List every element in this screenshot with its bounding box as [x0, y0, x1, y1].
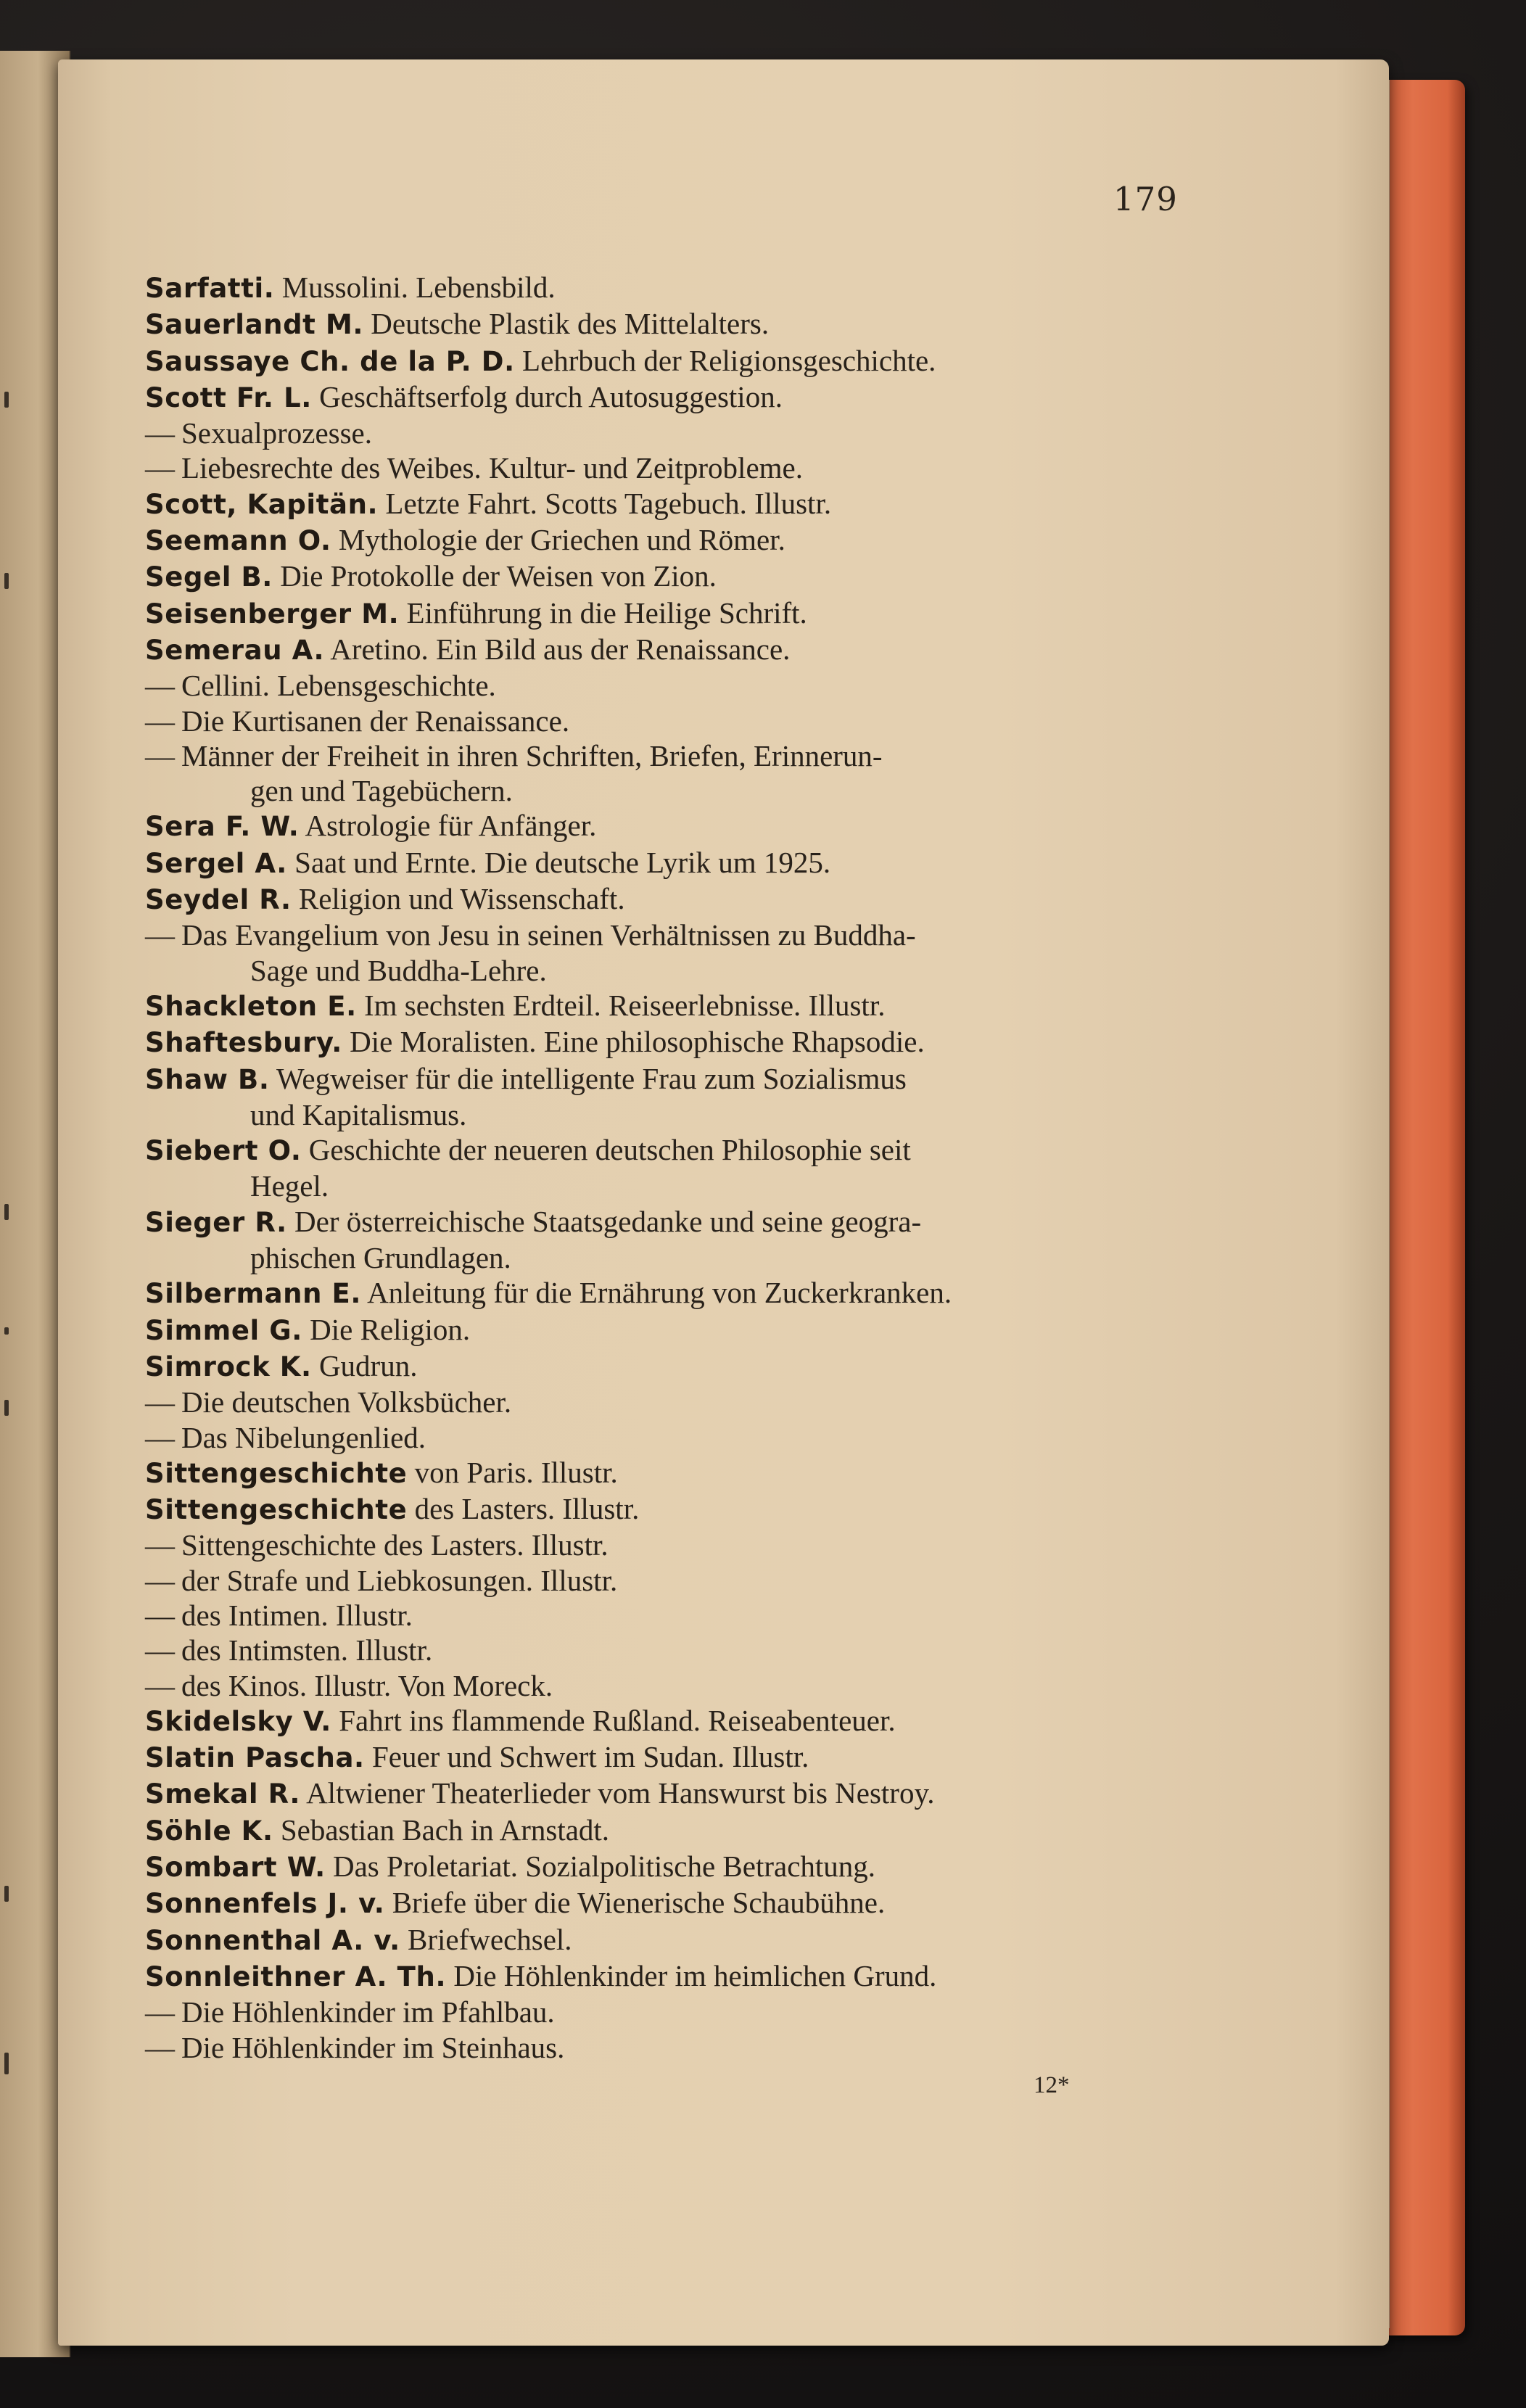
dash-mark: — [145, 1633, 175, 1667]
entry-title: Mythologie der Griechen und Römer. [338, 523, 785, 557]
list-item [145, 1024, 1189, 1060]
list-item [145, 1168, 1189, 1203]
list-item [145, 1385, 1189, 1419]
list-item [145, 668, 1189, 703]
list-item [145, 953, 1189, 988]
list-item [145, 1922, 1189, 1958]
dash-mark: — [145, 1420, 175, 1454]
entry-author: Siebert O. [145, 1135, 302, 1167]
entry-title: Die Höhlenkinder im Pfahlbau. [181, 1995, 555, 2029]
dash-mark: — [145, 1598, 175, 1632]
list-item [145, 1739, 1189, 1776]
entry-title: Feuer und Schwert im Sudan. Illustr. [371, 1740, 809, 1774]
entry-title: Sebastian Bach in Arnstadt. [280, 1813, 610, 1847]
entry-author: Sergel A. [145, 847, 287, 879]
entry-title: Der österreichische Staatsgedanke und seine geogra- [294, 1204, 922, 1238]
list-item [145, 704, 1189, 738]
entry-title: Briefwechsel. [408, 1922, 572, 1956]
entry-author: Simrock K. [145, 1351, 312, 1382]
entry-title: Geschäftserfolg durch Autosuggestion. [319, 379, 783, 413]
entry-title: Geschichte der neueren deutschen Philosophie seit [308, 1133, 911, 1167]
list-item [145, 343, 1189, 379]
list-item [145, 486, 1189, 522]
entry-title: Im sechsten Erdteil. Reiseerlebnisse. Illustr. [363, 988, 886, 1022]
entry-title: Das Nibelungenlied. [181, 1420, 426, 1454]
list-item [145, 1455, 1189, 1491]
list-item [145, 1813, 1189, 1849]
dash-mark: — [145, 704, 175, 738]
dash-mark: — [145, 451, 175, 485]
list-item [145, 1995, 1189, 2029]
list-item [145, 1491, 1189, 1527]
dash-mark: — [145, 1563, 175, 1597]
list-item [145, 1204, 1189, 1240]
list-item [145, 1097, 1189, 1132]
entry-title: des Intimsten. Illustr. [181, 1633, 433, 1667]
entry-title: Saat und Ernte. Die deutsche Lyrik um 1925. [294, 845, 831, 879]
entry-title: Einführung in die Heilige Schrift. [406, 595, 807, 630]
list-item [145, 1563, 1189, 1598]
list-item [145, 270, 1189, 306]
entry-title: Mussolini. Lebensbild. [281, 271, 556, 304]
dash-mark: — [145, 1995, 175, 2029]
page-number: 179 [1113, 180, 1178, 218]
list-item [145, 632, 1189, 668]
entry-title: Deutsche Plastik des Mittelalters. [371, 307, 770, 341]
entry-author: Sera F. W. [145, 811, 300, 843]
entry-title: Briefe über die Wienerische Schaubühne. [392, 1886, 886, 1920]
entry-author: Seisenberger M. [145, 598, 400, 630]
list-item [145, 773, 1189, 808]
entry-title: Liebesrechte des Weibes. Kultur- und Zeitprobleme. [181, 451, 803, 485]
list-item [145, 522, 1189, 558]
list-item [145, 738, 1189, 773]
entry-title: Wegweiser für die intelligente Frau zum Sozialismus [276, 1061, 907, 1095]
list-item [145, 595, 1189, 632]
list-item [145, 988, 1189, 1024]
entry-author: Sonnenthal A. v. [145, 1924, 400, 1956]
entry-title: Das Proletariat. Sozialpolitische Betrachtung. [333, 1850, 876, 1884]
entry-author: Seydel R. [145, 884, 292, 916]
dash-mark: — [145, 1528, 175, 1562]
list-item [145, 1633, 1189, 1667]
entry-author: Smekal R. [145, 1778, 301, 1810]
entry-title: Die Höhlenkinder im Steinhaus. [181, 2030, 565, 2064]
entry-title: Die Religion. [310, 1312, 471, 1346]
list-item [145, 379, 1189, 416]
list-item [145, 306, 1189, 342]
list-item [145, 1420, 1189, 1455]
entry-title: Die Protokolle der Weisen von Zion. [280, 559, 717, 593]
list-item [145, 1275, 1189, 1311]
entry-title: Die Höhlenkinder im heimlichen Grund. [453, 1958, 937, 1992]
list-item [145, 918, 1189, 952]
entry-title: Das Evangelium von Jesu in seinen Verhältnissen zu Buddha- [181, 918, 916, 952]
entry-title: Die Moralisten. Eine philosophische Rhapsodie. [350, 1025, 925, 1059]
entry-title: des Intimen. Illustr. [181, 1598, 413, 1632]
list-item [145, 558, 1189, 595]
list-item [145, 808, 1189, 844]
entry-author: Sittengeschichte [145, 1494, 408, 1526]
entry-title: Astrologie für Anfänger. [305, 809, 597, 843]
entry-title: Letzte Fahrt. Scotts Tagebuch. Illustr. [385, 486, 832, 520]
entry-author: Skidelsky V. [145, 1705, 331, 1737]
entry-author: Shackleton E. [145, 990, 357, 1022]
entry-author: Söhle K. [145, 1815, 273, 1847]
entry-title: Anleitung für die Ernährung von Zuckerkranken. [367, 1276, 952, 1310]
dash-mark: — [145, 669, 175, 703]
entry-author: Shaw B. [145, 1063, 270, 1095]
entry-title: Die Kurtisanen der Renaissance. [181, 704, 570, 738]
entry-author: Slatin Pascha. [145, 1742, 365, 1774]
list-item [145, 1132, 1189, 1168]
entry-author: Sarfatti. [145, 273, 275, 304]
list-item [145, 1312, 1189, 1348]
list-item [145, 1061, 1189, 1097]
entry-title: Fahrt ins flammende Rußland. Reiseabenteuer. [339, 1703, 896, 1737]
entry-title: der Strafe und Liebkosungen. Illustr. [181, 1563, 618, 1597]
entry-author: Sonnenfels J. v. [145, 1888, 385, 1920]
entry-author: Sombart W. [145, 1852, 326, 1884]
list-item [145, 1668, 1189, 1703]
list-item [145, 1348, 1189, 1385]
margin-mark [4, 392, 9, 408]
entry-title: des Lasters. Illustr. [414, 1492, 640, 1526]
signature-mark: 12* [1034, 2072, 1070, 2098]
dash-mark: — [145, 1385, 175, 1419]
entry-author: Sonnleithner A. Th. [145, 1960, 447, 1992]
margin-mark [4, 573, 9, 589]
margin-mark [4, 1327, 9, 1335]
list-item [145, 1240, 1189, 1275]
entry-author: Sauerlandt M. [145, 309, 364, 341]
entry-title: Gudrun. [318, 1348, 418, 1382]
entry-title: Die deutschen Volksbücher. [181, 1385, 512, 1419]
entry-author: Sittengeschichte [145, 1457, 408, 1489]
list-item [145, 416, 1189, 450]
entry-author: Sieger R. [145, 1206, 287, 1238]
list-item [145, 845, 1189, 881]
list-item [145, 2030, 1189, 2065]
margin-mark [4, 2053, 9, 2074]
entry-title: Lehrbuch der Religionsgeschichte. [522, 343, 936, 377]
entry-author: Simmel G. [145, 1314, 302, 1346]
entry-title: des Kinos. Illustr. Von Moreck. [181, 1668, 553, 1702]
entry-author: Scott, Kapitän. [145, 488, 379, 520]
dash-mark: — [145, 918, 175, 952]
entry-title: Hegel. [250, 1169, 329, 1203]
bibliography-list [145, 270, 1189, 2065]
book-cover-edge [1378, 80, 1465, 2335]
margin-mark [4, 1400, 9, 1416]
entry-author: Seemann O. [145, 525, 331, 557]
entry-title: und Kapitalismus. [250, 1097, 467, 1131]
entry-title: phischen Grundlagen. [250, 1241, 511, 1275]
dash-mark: — [145, 738, 175, 772]
list-item [145, 1885, 1189, 1921]
list-item [145, 450, 1189, 485]
entry-author: Silbermann E. [145, 1278, 362, 1310]
dash-mark: — [145, 416, 175, 450]
dash-mark: — [145, 1668, 175, 1702]
entry-author: Scott Fr. L. [145, 382, 312, 413]
entry-title: von Paris. Illustr. [414, 1455, 618, 1489]
entry-title: Religion und Wissenschaft. [298, 882, 625, 916]
entry-title: Sexualprozesse. [181, 416, 372, 450]
entry-title: Altwiener Theaterlieder vom Hanswurst bis Nestroy. [306, 1776, 935, 1810]
entry-author: Segel B. [145, 561, 273, 593]
entry-title: Sittengeschichte des Lasters. Illustr. [181, 1528, 609, 1562]
list-item [145, 1598, 1189, 1633]
entry-author: Semerau A. [145, 634, 325, 666]
entry-title: Männer der Freiheit in ihren Schriften, Briefen, Erinnerun- [181, 738, 883, 772]
entry-title: Aretino. Ein Bild aus der Renaissance. [330, 632, 791, 666]
margin-mark [4, 1204, 9, 1220]
dash-mark: — [145, 2030, 175, 2064]
margin-mark [4, 1886, 9, 1902]
list-item [145, 1849, 1189, 1885]
entry-title: Sage und Buddha-Lehre. [250, 953, 547, 987]
entry-title: Cellini. Lebensgeschichte. [181, 669, 496, 703]
list-item [145, 1776, 1189, 1812]
list-item [145, 1703, 1189, 1739]
entry-author: Saussaye Ch. de la P. D. [145, 345, 515, 377]
list-item [145, 1958, 1189, 1995]
entry-title: gen und Tagebüchern. [250, 774, 513, 808]
entry-author: Shaftesbury. [145, 1027, 342, 1059]
list-item [145, 881, 1189, 918]
list-item [145, 1527, 1189, 1562]
